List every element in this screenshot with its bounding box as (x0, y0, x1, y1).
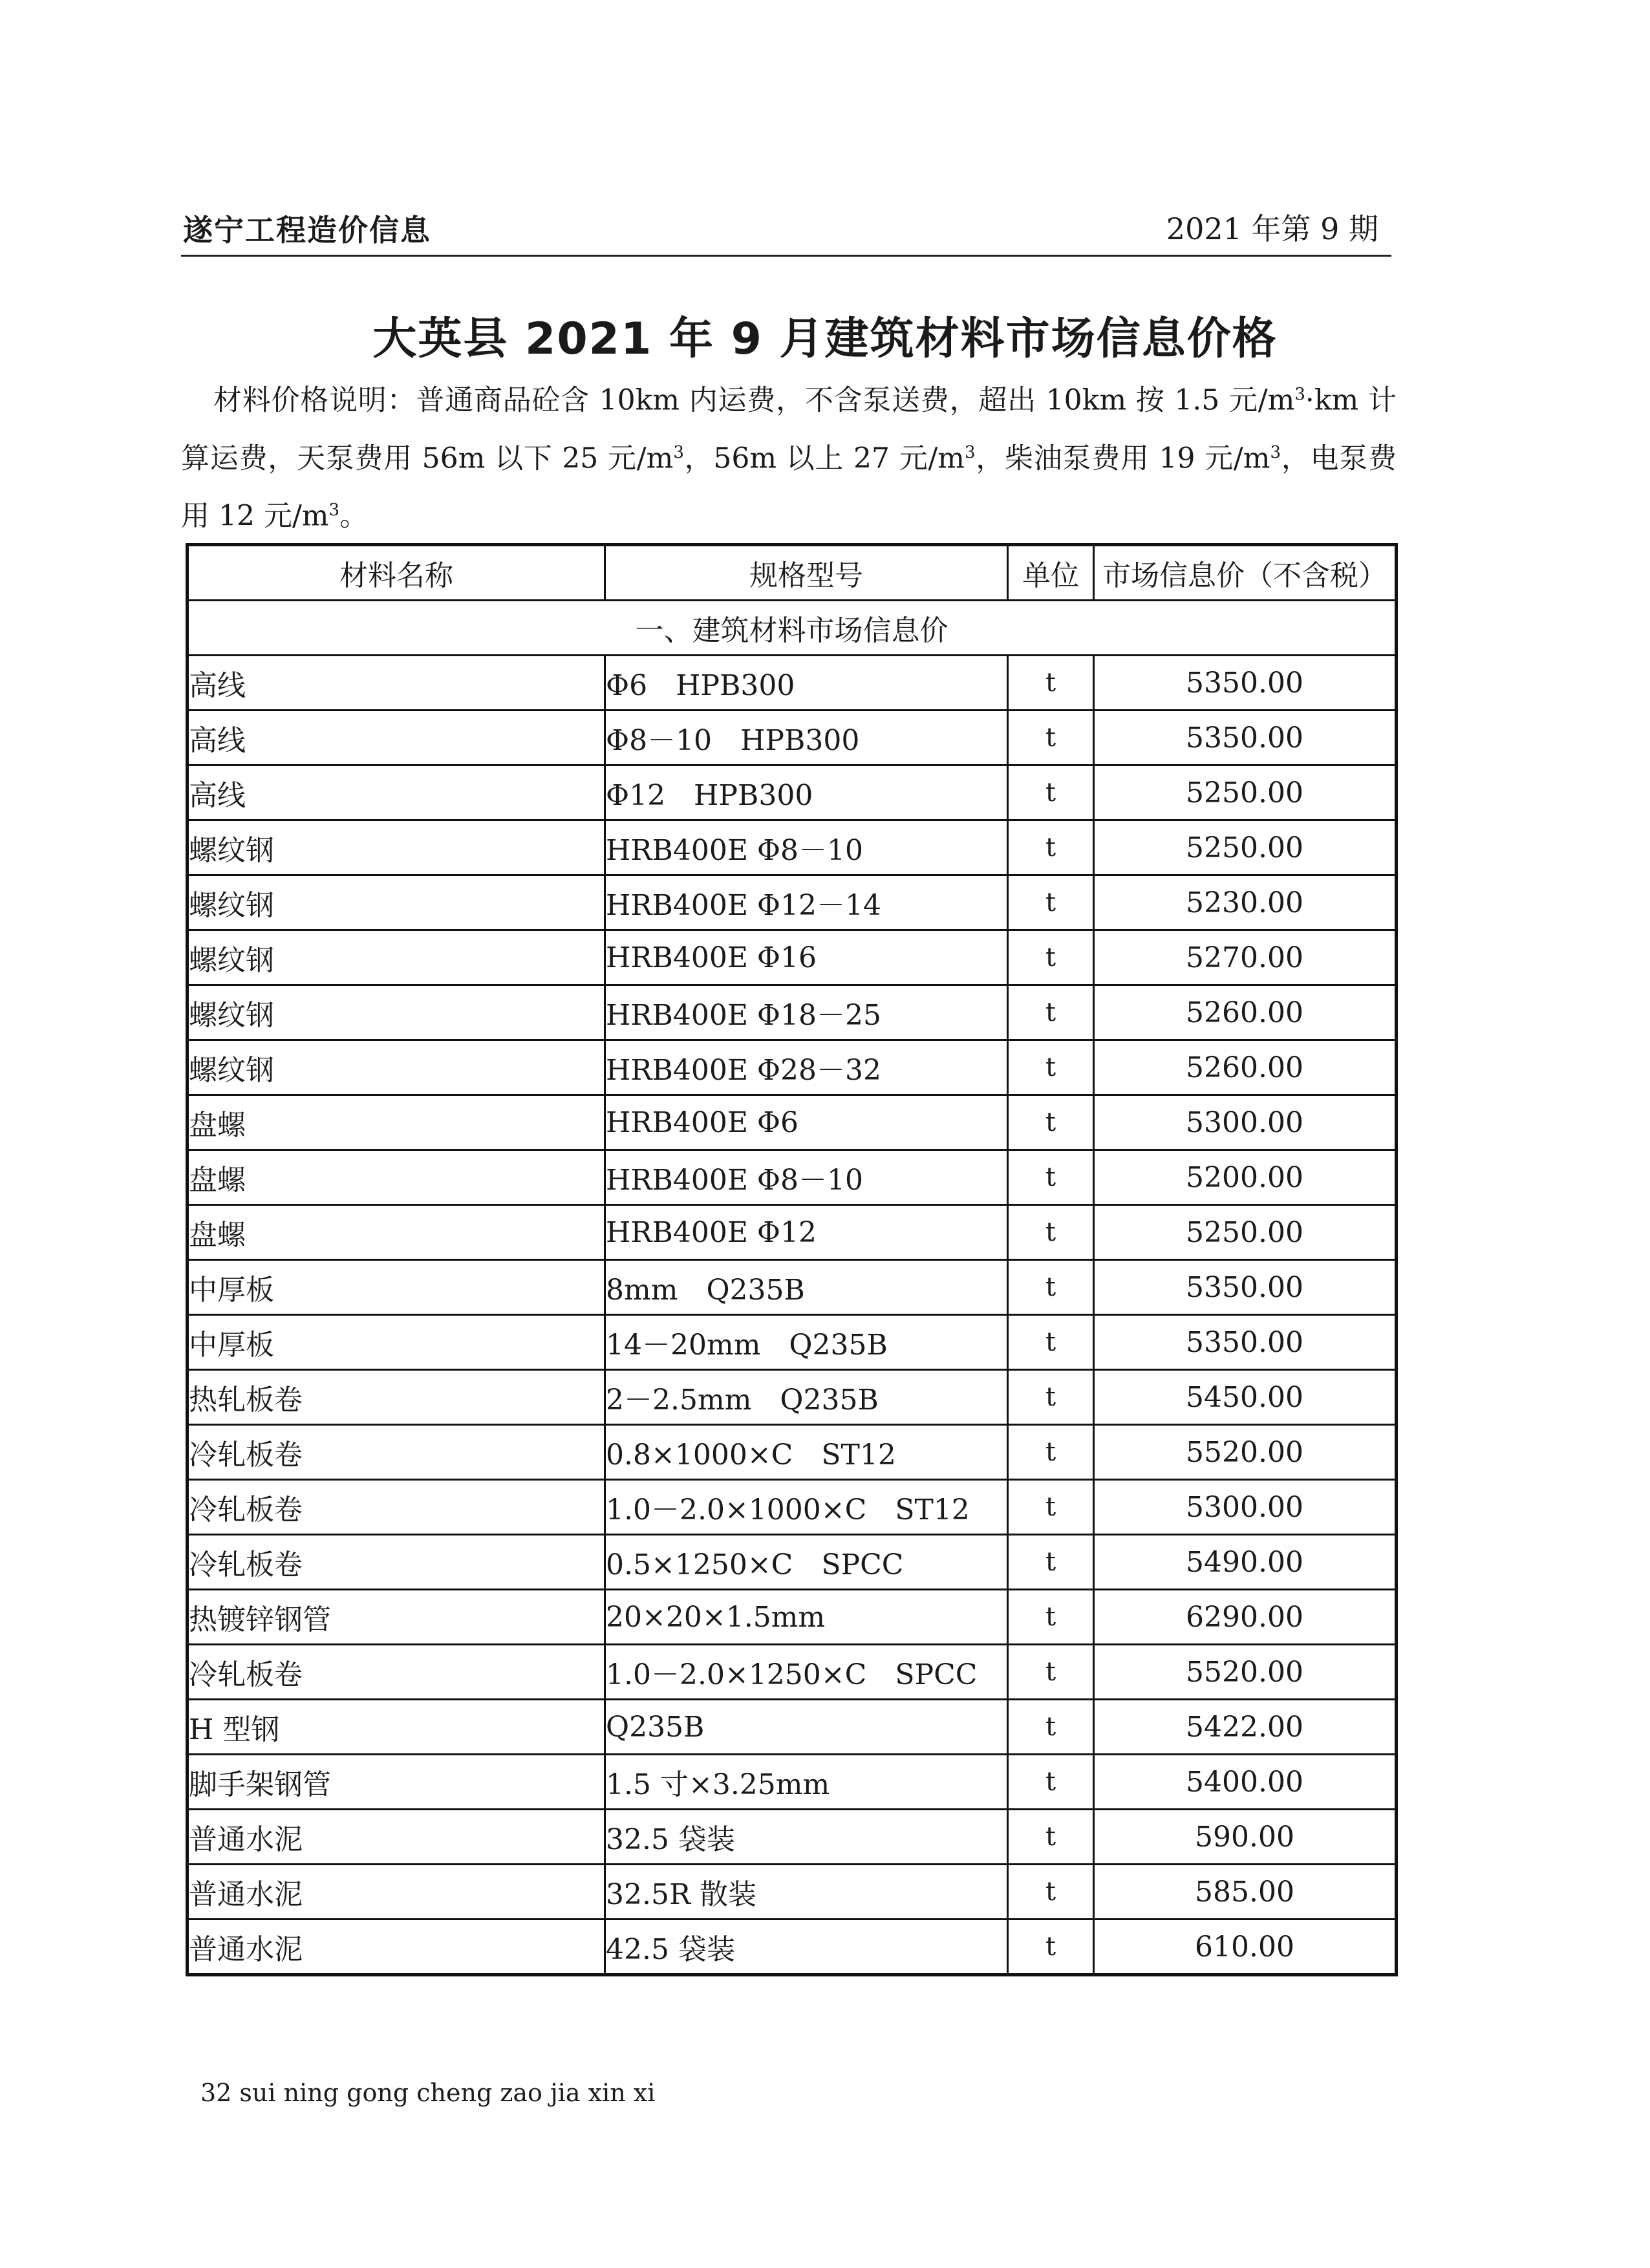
table-row (188, 1150, 1397, 1205)
unit-cell: t (1008, 1535, 1094, 1590)
material-name-cell: 盘螺 (188, 1205, 605, 1260)
price-cell: 5350.00 (1094, 656, 1397, 711)
table-header-row (188, 545, 1397, 601)
note-sup-1: 3 (1294, 385, 1305, 404)
spec-cell: Q235B (605, 1700, 1008, 1755)
unit-cell: t (1008, 1260, 1094, 1315)
spec-cell: HRB400E Φ16 (605, 930, 1008, 985)
spec-cell: HRB400E Φ18－25 (605, 985, 1008, 1040)
section-row (188, 601, 1397, 656)
price-cell: 5490.00 (1094, 1535, 1397, 1590)
table-row (188, 765, 1397, 820)
spec-cell: 42.5 袋装 (605, 1920, 1008, 1975)
material-name-cell: 冷轧板卷 (188, 1645, 605, 1700)
price-cell: 5300.00 (1094, 1480, 1397, 1535)
note-text-4: ，柴油泵费用 19 元/m (975, 442, 1270, 475)
table-row (188, 711, 1397, 765)
price-cell: 5250.00 (1094, 1205, 1397, 1260)
spec-cell: HRB400E Φ8－10 (605, 1150, 1008, 1205)
table-row (188, 1755, 1397, 1810)
unit-cell: t (1008, 1095, 1094, 1150)
price-cell: 5200.00 (1094, 1150, 1397, 1205)
header-price: 市场信息价（不含税） (1094, 545, 1397, 601)
price-cell: 5450.00 (1094, 1370, 1397, 1425)
unit-cell: t (1008, 1315, 1094, 1370)
page-footer: 32 sui ning gong cheng zao jia xin xi (200, 2079, 656, 2107)
spec-cell: 20×20×1.5mm (605, 1590, 1008, 1645)
material-name-cell: 普通水泥 (188, 1865, 605, 1920)
price-cell: 5400.00 (1094, 1755, 1397, 1810)
table-row (188, 930, 1397, 985)
table-row (188, 875, 1397, 930)
spec-cell: 2－2.5mm Q235B (605, 1370, 1008, 1425)
material-name-cell: 冷轧板卷 (188, 1535, 605, 1590)
note-text-5: ，电泵费用 12 元/m (181, 442, 1397, 533)
unit-cell: t (1008, 1150, 1094, 1205)
price-cell: 5270.00 (1094, 930, 1397, 985)
price-table (186, 543, 1398, 1976)
spec-cell: HRB400E Φ28－32 (605, 1040, 1008, 1095)
spec-cell: 1.0－2.0×1250×C SPCC (605, 1645, 1008, 1700)
material-name-cell: 盘螺 (188, 1150, 605, 1205)
material-name-cell: 高线 (188, 656, 605, 711)
price-cell: 5250.00 (1094, 765, 1397, 820)
price-cell: 5350.00 (1094, 1260, 1397, 1315)
material-name-cell: 盘螺 (188, 1095, 605, 1150)
issue-label: 2021 年第 9 期 (1166, 211, 1378, 246)
material-name-cell: 高线 (188, 711, 605, 765)
material-name-cell: 脚手架钢管 (188, 1755, 605, 1810)
price-cell: 5520.00 (1094, 1645, 1397, 1700)
table-row (188, 1700, 1397, 1755)
price-cell: 5350.00 (1094, 1315, 1397, 1370)
material-name-cell: 冷轧板卷 (188, 1480, 605, 1535)
material-name-cell: 螺纹钢 (188, 930, 605, 985)
price-cell: 5350.00 (1094, 711, 1397, 765)
price-cell: 5250.00 (1094, 820, 1397, 875)
spec-cell: HRB400E Φ6 (605, 1095, 1008, 1150)
material-name-cell: 螺纹钢 (188, 820, 605, 875)
table-row (188, 656, 1397, 711)
unit-cell: t (1008, 711, 1094, 765)
price-cell: 5520.00 (1094, 1425, 1397, 1480)
table-row (188, 1920, 1397, 1975)
spec-cell: 8mm Q235B (605, 1260, 1008, 1315)
table-row (188, 1480, 1397, 1535)
table-row (188, 1425, 1397, 1480)
unit-cell: t (1008, 1865, 1094, 1920)
unit-cell: t (1008, 656, 1094, 711)
note-sup-3: 3 (965, 442, 976, 462)
table-row (188, 1095, 1397, 1150)
price-note (181, 369, 1397, 542)
note-text-2: ·km 计算运费，天泵费用 56m 以下 25 元/m (181, 383, 1397, 475)
header-divider (181, 255, 1391, 257)
material-name-cell: H 型钢 (188, 1700, 605, 1755)
table-row (188, 1645, 1397, 1700)
material-name-cell: 热镀锌钢管 (188, 1590, 605, 1645)
price-cell: 5230.00 (1094, 875, 1397, 930)
spec-cell: HRB400E Φ12－14 (605, 875, 1008, 930)
unit-cell: t (1008, 1755, 1094, 1810)
spec-cell: HRB400E Φ8－10 (605, 820, 1008, 875)
section-title: 一、建筑材料市场信息价 (188, 601, 1397, 656)
spec-cell: 14－20mm Q235B (605, 1315, 1008, 1370)
header-material-name: 材料名称 (188, 545, 605, 601)
material-name-cell: 普通水泥 (188, 1920, 605, 1975)
price-cell: 5260.00 (1094, 1040, 1397, 1095)
spec-cell: 1.0－2.0×1000×C ST12 (605, 1480, 1008, 1535)
spec-cell: 0.8×1000×C ST12 (605, 1425, 1008, 1480)
unit-cell: t (1008, 1920, 1094, 1975)
table-row (188, 1370, 1397, 1425)
note-sup-4: 3 (1270, 442, 1281, 462)
material-name-cell: 螺纹钢 (188, 985, 605, 1040)
material-name-cell: 高线 (188, 765, 605, 820)
header-unit: 单位 (1008, 545, 1094, 601)
spec-cell: Φ12 HPB300 (605, 765, 1008, 820)
table-row (188, 1040, 1397, 1095)
spec-cell: Φ8－10 HPB300 (605, 711, 1008, 765)
publication-name: 遂宁工程造价信息 (183, 213, 431, 248)
table-row (188, 1535, 1397, 1590)
spec-cell: 1.5 寸×3.25mm (605, 1755, 1008, 1810)
spec-cell: Φ6 HPB300 (605, 656, 1008, 711)
note-text-6: 。 (339, 499, 369, 533)
price-cell: 585.00 (1094, 1865, 1397, 1920)
table-row (188, 1205, 1397, 1260)
spec-cell: 32.5R 散装 (605, 1865, 1008, 1920)
price-cell: 590.00 (1094, 1810, 1397, 1865)
material-name-cell: 中厚板 (188, 1260, 605, 1315)
table-row (188, 820, 1397, 875)
price-cell: 5422.00 (1094, 1700, 1397, 1755)
price-cell: 610.00 (1094, 1920, 1397, 1975)
material-name-cell: 螺纹钢 (188, 875, 605, 930)
price-cell: 5300.00 (1094, 1095, 1397, 1150)
note-text-1: 材料价格说明：普通商品砼含 10km 内运费，不含泵送费，超出 10km 按 1.5 元/m (213, 383, 1295, 417)
note-sup-2: 3 (673, 442, 684, 462)
unit-cell: t (1008, 875, 1094, 930)
page-title: 大英县 2021 年 9 月建筑材料市场信息价格 (372, 314, 1278, 365)
table-row (188, 1590, 1397, 1645)
table-row (188, 1865, 1397, 1920)
table-row (188, 1260, 1397, 1315)
table-row (188, 985, 1397, 1040)
unit-cell: t (1008, 930, 1094, 985)
unit-cell: t (1008, 1645, 1094, 1700)
note-text-3: ，56m 以上 27 元/m (683, 442, 965, 475)
unit-cell: t (1008, 1590, 1094, 1645)
unit-cell: t (1008, 1370, 1094, 1425)
unit-cell: t (1008, 985, 1094, 1040)
price-cell: 5260.00 (1094, 985, 1397, 1040)
table-row (188, 1315, 1397, 1370)
unit-cell: t (1008, 765, 1094, 820)
unit-cell: t (1008, 1425, 1094, 1480)
price-cell: 6290.00 (1094, 1590, 1397, 1645)
unit-cell: t (1008, 1040, 1094, 1095)
unit-cell: t (1008, 1205, 1094, 1260)
unit-cell: t (1008, 1480, 1094, 1535)
table-row (188, 1810, 1397, 1865)
unit-cell: t (1008, 820, 1094, 875)
material-name-cell: 螺纹钢 (188, 1040, 605, 1095)
spec-cell: 0.5×1250×C SPCC (605, 1535, 1008, 1590)
material-name-cell: 冷轧板卷 (188, 1425, 605, 1480)
unit-cell: t (1008, 1810, 1094, 1865)
material-name-cell: 热轧板卷 (188, 1370, 605, 1425)
spec-cell: 32.5 袋装 (605, 1810, 1008, 1865)
note-sup-5: 3 (328, 500, 340, 520)
material-name-cell: 中厚板 (188, 1315, 605, 1370)
unit-cell: t (1008, 1700, 1094, 1755)
material-name-cell: 普通水泥 (188, 1810, 605, 1865)
header-spec: 规格型号 (605, 545, 1008, 601)
spec-cell: HRB400E Φ12 (605, 1205, 1008, 1260)
